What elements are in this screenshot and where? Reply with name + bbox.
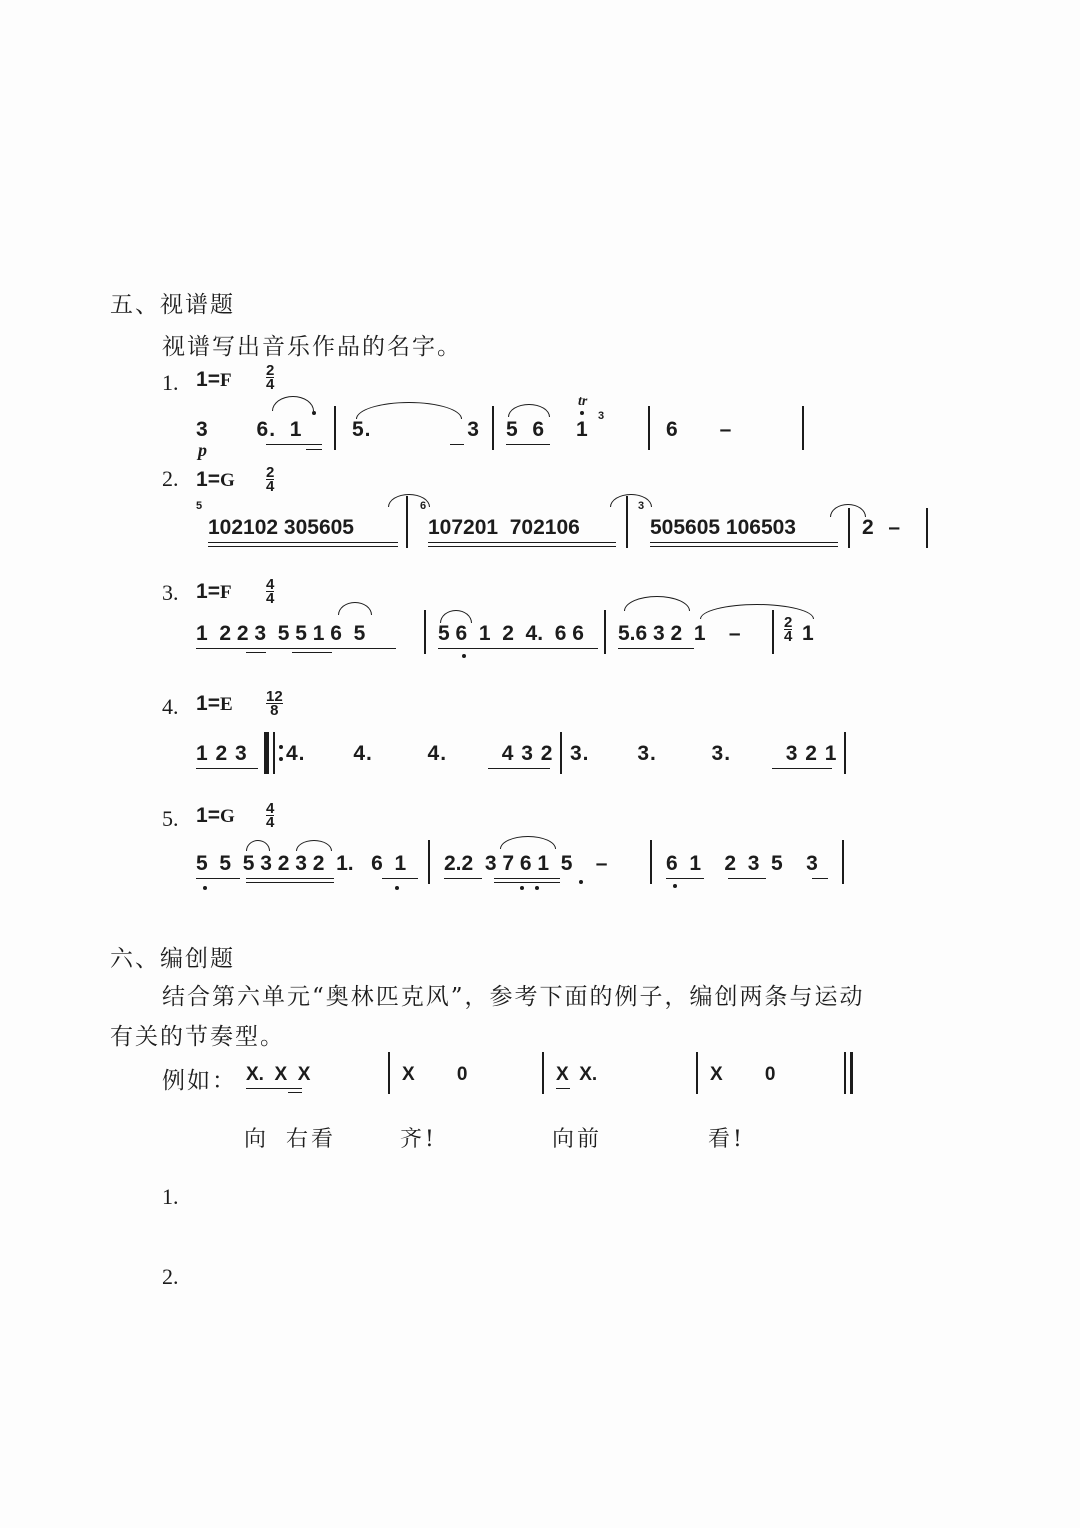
item1-number: 1. bbox=[162, 370, 179, 395]
melody5-measure1: 5 5 5 3 2 3 2 1. 6 1 bbox=[196, 852, 407, 875]
melody1-underline3 bbox=[450, 444, 464, 445]
melody3-underline4 bbox=[438, 648, 598, 649]
section6-instruction-line1: 结合第六单元“奥林匹克风”，参考下面的例子，编创两条与运动 bbox=[162, 984, 865, 1010]
melody4-measure1: 4. 4. 4. 4 3 2 bbox=[286, 742, 554, 765]
answer-blank-2: 2. bbox=[162, 1264, 179, 1289]
melody1-trill: tr bbox=[578, 394, 588, 409]
melody4-pickup: 1 2 3 bbox=[196, 742, 248, 765]
barline bbox=[844, 732, 846, 774]
melody5-low-dot3 bbox=[520, 886, 524, 890]
item3-time-signature: 4 4 bbox=[266, 576, 275, 607]
item2-number: 2. bbox=[162, 466, 179, 491]
rhythm-measure1: X. X X bbox=[246, 1064, 311, 1085]
repeat-dot bbox=[279, 745, 283, 749]
melody1-tie bbox=[356, 402, 462, 419]
repeat-start-barline bbox=[264, 732, 269, 774]
section5-instruction: 视谱写出音乐作品的名字。 bbox=[162, 334, 462, 360]
item3-key: 1=F bbox=[196, 580, 232, 603]
item5-number: 5. bbox=[162, 806, 179, 831]
rhythm-measure4: X 0 bbox=[710, 1064, 776, 1085]
melody3-underline2 bbox=[246, 652, 266, 653]
barline bbox=[696, 1052, 698, 1094]
melody2-measure1: 102102 305605 bbox=[208, 516, 354, 539]
lyric-2: 右看 bbox=[286, 1127, 337, 1152]
melody5-slur2 bbox=[296, 840, 332, 851]
melody5-underline6 bbox=[494, 878, 560, 879]
lyric-1: 向 bbox=[244, 1127, 270, 1152]
melody3-underline3 bbox=[292, 652, 332, 653]
melody5-measure3: 6 1 2 3 5 3 bbox=[666, 852, 818, 875]
melody2-underline bbox=[208, 542, 398, 543]
melody3-underline bbox=[196, 648, 396, 649]
melody4-underline3 bbox=[772, 768, 832, 769]
melody3-slur bbox=[440, 610, 472, 623]
lyric-4: 向前 bbox=[552, 1127, 603, 1152]
example-label: 例如： bbox=[162, 1068, 237, 1094]
melody3-underline5 bbox=[618, 648, 694, 649]
melody5-low-dot5 bbox=[579, 880, 583, 884]
melody5-underline2 bbox=[246, 878, 334, 879]
melody3-low-dot bbox=[462, 654, 466, 658]
melody4-measure2: 3. 3. 3. 3 2 1 bbox=[570, 742, 838, 765]
melody2-underline3 bbox=[428, 542, 616, 543]
melody1-measure2: 5. 3 bbox=[352, 418, 480, 441]
melody5-slur bbox=[246, 840, 270, 851]
melody1-dynamic: p bbox=[198, 440, 208, 460]
barline bbox=[560, 732, 562, 774]
melody2-measure2: 107201 702106 bbox=[428, 516, 580, 539]
melody3-measure3: 5.6 3 2 1 – bbox=[618, 622, 741, 645]
rhythm-measure2: X 0 bbox=[402, 1064, 468, 1085]
barline bbox=[388, 1052, 390, 1094]
item2-key: 1=G bbox=[196, 468, 235, 491]
melody2-underline4 bbox=[428, 546, 616, 547]
barline bbox=[604, 610, 606, 654]
melody3-fermata bbox=[338, 602, 372, 615]
melody2-tie2 bbox=[610, 494, 652, 507]
melody5-underline10 bbox=[812, 878, 828, 879]
melody2-grace3: 3 bbox=[638, 500, 645, 512]
barline bbox=[842, 840, 844, 884]
melody1-underline4 bbox=[506, 444, 550, 445]
melody5-underline4 bbox=[382, 878, 418, 879]
melody5-low-dot6 bbox=[673, 884, 677, 888]
melody5-low-dot bbox=[203, 886, 207, 890]
melody1-measure1: 3 6. 1 bbox=[196, 418, 303, 441]
melody1-slur bbox=[272, 396, 314, 411]
melody3-measure1: 1 2 2 3 5 5 1 6 5 bbox=[196, 622, 366, 645]
barline bbox=[648, 406, 650, 450]
melody3-tie bbox=[700, 604, 814, 619]
melody3-measure4: 1 bbox=[802, 622, 815, 645]
melody5-underline8 bbox=[666, 878, 704, 879]
melody1-high-dot2 bbox=[580, 411, 584, 415]
melody4-underline bbox=[196, 768, 258, 769]
melody2-grace1: 5 bbox=[196, 500, 203, 512]
barline bbox=[334, 406, 336, 450]
barline bbox=[802, 406, 804, 450]
melody2-grace2: 6 bbox=[420, 500, 427, 512]
barline bbox=[650, 840, 652, 884]
melody1-measure5: 6 – bbox=[666, 418, 733, 441]
rhythm-underline3 bbox=[556, 1088, 570, 1089]
melody2-measure3: 505605 106503 bbox=[650, 516, 796, 539]
barline bbox=[848, 508, 850, 548]
barline bbox=[492, 406, 494, 450]
melody1-slur2 bbox=[508, 404, 550, 417]
melody2-measure4: 2 – bbox=[862, 516, 902, 539]
repeat-start-thin bbox=[273, 732, 275, 774]
section6-heading: 六、编创题 bbox=[110, 946, 235, 972]
melody1-grace: 3 bbox=[598, 410, 605, 422]
melody5-measure2: 2.2 3 7 6 1 5 – bbox=[444, 852, 608, 875]
item1-time-signature: 2 4 bbox=[266, 362, 275, 393]
melody3-measure2: 5 6 1 2 4. 6 6 bbox=[438, 622, 584, 645]
item1-key: 1=F bbox=[196, 368, 232, 391]
barline bbox=[428, 840, 430, 884]
answer-blank-1: 1. bbox=[162, 1184, 179, 1209]
melody3-time-change: 2 4 bbox=[784, 614, 793, 645]
item3-number: 3. bbox=[162, 580, 179, 605]
melody5-low-dot2 bbox=[395, 886, 399, 890]
final-barline-thin bbox=[844, 1052, 846, 1094]
melody2-underline6 bbox=[650, 546, 838, 547]
melody1-high-dot bbox=[312, 411, 316, 415]
melody2-underline2 bbox=[208, 546, 398, 547]
melody5-low-dot4 bbox=[535, 886, 539, 890]
melody1-measure4-note: 1 bbox=[576, 418, 589, 441]
melody5-underline9 bbox=[728, 878, 766, 879]
melody1-measure3: 5 6 bbox=[506, 418, 546, 441]
melody5-underline3 bbox=[246, 882, 334, 883]
melody4-underline2 bbox=[488, 768, 550, 769]
item4-time-signature: 12 8 bbox=[266, 688, 283, 719]
lyric-3: 齐! bbox=[400, 1127, 437, 1152]
rhythm-underline2 bbox=[288, 1092, 302, 1093]
barline bbox=[926, 508, 928, 548]
barline bbox=[424, 610, 426, 654]
melody5-underline bbox=[196, 878, 240, 879]
item2-time-signature: 2 4 bbox=[266, 464, 275, 495]
item5-key: 1=G bbox=[196, 804, 235, 827]
lyric-5: 看! bbox=[708, 1127, 745, 1152]
melody5-underline5 bbox=[444, 878, 482, 879]
melody2-tie bbox=[388, 494, 430, 507]
barline bbox=[542, 1052, 544, 1094]
melody5-slur3 bbox=[500, 836, 556, 849]
repeat-dot bbox=[279, 757, 283, 761]
section5-heading: 五、视谱题 bbox=[110, 292, 235, 318]
item4-key: 1=E bbox=[196, 692, 233, 715]
item5-time-signature: 4 4 bbox=[266, 800, 275, 831]
rhythm-measure3: X X. bbox=[556, 1064, 598, 1085]
final-barline-thick bbox=[850, 1052, 853, 1094]
melody1-underline bbox=[266, 444, 322, 445]
item4-number: 4. bbox=[162, 694, 179, 719]
melody3-slur2 bbox=[624, 596, 690, 611]
melody2-underline5 bbox=[650, 542, 838, 543]
rhythm-underline bbox=[246, 1088, 302, 1089]
melody5-underline7 bbox=[494, 882, 560, 883]
barline bbox=[772, 610, 774, 654]
section6-instruction-line2: 有关的节奏型。 bbox=[110, 1024, 285, 1050]
melody1-underline2 bbox=[306, 449, 322, 450]
